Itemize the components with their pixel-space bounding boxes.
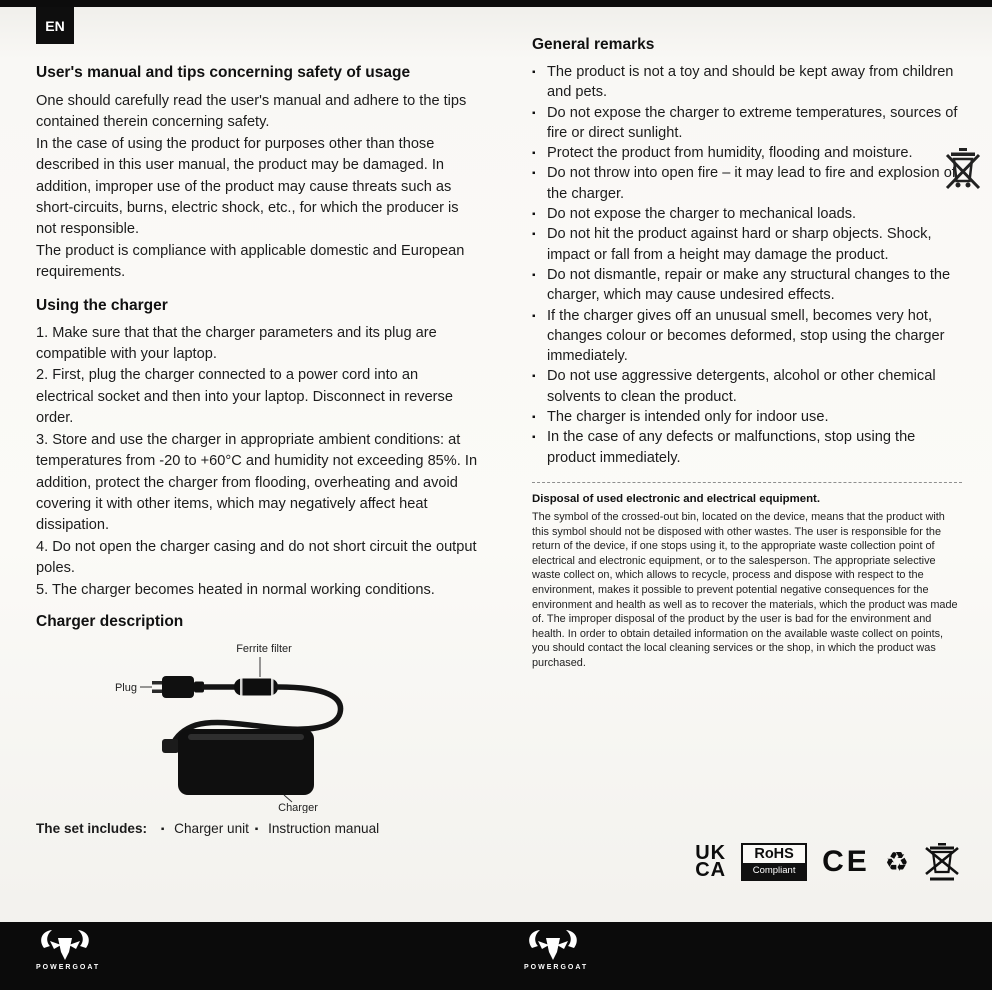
crossed-bin-icon bbox=[944, 146, 982, 194]
bullet-text: The charger is intended only for indoor use. bbox=[547, 409, 829, 426]
language-badge bbox=[36, 7, 74, 44]
set-includes-line bbox=[36, 821, 478, 836]
charger-description-heading: Charger description bbox=[36, 612, 184, 630]
general-remarks-heading: General remarks bbox=[532, 36, 655, 53]
bullet-text: If the charger gives off an unusual smell, becomes very hot, changes colour or becomes deformed, stop using the charger immediately. bbox=[547, 307, 945, 365]
bullet-icon: ▪ bbox=[532, 168, 536, 180]
bullet-text: Do not dismantle, repair or make any structural changes to the charger, which may cause undesired effects. bbox=[547, 266, 951, 304]
list-item bbox=[532, 163, 962, 204]
brand-label: POWERGOAT bbox=[36, 964, 101, 971]
set-includes-item: Instruction manual bbox=[268, 820, 380, 836]
brand-label: POWERGOAT bbox=[524, 964, 589, 971]
ukca-bottom: CA bbox=[695, 859, 727, 881]
ukca-mark bbox=[695, 842, 727, 881]
list-item bbox=[532, 427, 962, 468]
bullet-text: Protect the product from humidity, flooding and moisture. bbox=[547, 145, 913, 162]
bullet-icon: ▪ bbox=[532, 412, 536, 424]
bullet-icon: ▪ bbox=[532, 229, 536, 241]
bullet-text: Do not expose the charger to extreme temperatures, sources of fire or direct sunlight. bbox=[547, 104, 958, 141]
goat-icon bbox=[38, 928, 92, 962]
set-includes-label: The set includes: bbox=[36, 820, 148, 836]
powergoat-logo bbox=[524, 928, 589, 971]
list-item bbox=[532, 143, 962, 163]
charger-brick-icon bbox=[162, 729, 314, 795]
right-column bbox=[532, 36, 962, 896]
footer-bar bbox=[0, 922, 992, 990]
bullet-text: Do not expose the charger to mechanical loads. bbox=[547, 206, 857, 223]
bullet-icon: ▪ bbox=[532, 148, 536, 160]
bullet-icon: ▪ bbox=[532, 371, 536, 383]
powergoat-logo bbox=[36, 928, 101, 971]
rohs-label: RoHS bbox=[754, 846, 794, 862]
dashed-divider bbox=[532, 482, 962, 483]
bullet-text: Do not throw into open fire – it may lead to fire and explosion of the charger. bbox=[547, 165, 956, 202]
bullet-icon: ▪ bbox=[532, 107, 536, 119]
list-item bbox=[532, 265, 962, 306]
goat-icon bbox=[526, 928, 580, 962]
ukca-top: UK bbox=[695, 842, 727, 864]
plug-label: Plug bbox=[114, 681, 137, 694]
rohs-compliant-label: Compliant bbox=[743, 863, 805, 879]
disposal-body: The symbol of the crossed-out bin, located on the device, means that the product with this symbol should not be disposed with other wastes. The user is responsible for the return of the device, if one stops using it, to the appropriate waste collection point of electrical and electronic equipment, or to the salesperson. The appropriate selective waste collect on, which allows to recycle, process and dispose with respect to the environment, makes it possible to prevent potential negative consequences for the environment and health as well as to recover the materials, which the product was made of. The improper disposal of the product by the user is bad for the environment and health. In order to obtain detailed information on the available waste collect on points, you should contact the local cleaning services or the shop, in which the product was purchased. bbox=[532, 510, 958, 669]
bullet-text: In the case of any defects or malfunctions, stop using the product immediately. bbox=[547, 429, 916, 466]
rohs-mark bbox=[741, 843, 807, 881]
bullet-icon: ▪ bbox=[532, 209, 536, 221]
language-badge-label: EN bbox=[45, 17, 65, 34]
step-item: 2. First, plug the charger connected to a power cord into an electrical socket and then into your laptop. Disconnect in reverse order. bbox=[36, 367, 453, 427]
crossed-bin-icon bbox=[924, 842, 960, 882]
step-item: 1. Make sure that that the charger parameters and its plug are compatible with your laptop. bbox=[36, 324, 437, 363]
bullet-icon: ▪ bbox=[160, 823, 165, 835]
bullet-icon: ▪ bbox=[532, 310, 536, 322]
charger-label: Charger bbox=[278, 801, 318, 813]
bullet-text: The product is not a toy and should be kept away from children and pets. bbox=[547, 64, 954, 101]
charger-leader-line bbox=[284, 795, 292, 802]
using-charger-steps bbox=[36, 323, 478, 601]
list-item bbox=[532, 103, 962, 144]
bullet-icon: ▪ bbox=[254, 823, 259, 835]
charger-diagram bbox=[36, 635, 472, 813]
safety-heading: User's manual and tips concerning safety of usage bbox=[36, 64, 411, 81]
bullet-icon: ▪ bbox=[532, 67, 536, 78]
ferrite-filter-label: Ferrite filter bbox=[236, 642, 292, 655]
list-item bbox=[532, 366, 962, 407]
using-charger-heading: Using the charger bbox=[36, 296, 168, 314]
recycling-icon: ♻ bbox=[884, 846, 909, 877]
bullet-text: Do not use aggressive detergents, alcohol or other chemical solvents to clean the product. bbox=[547, 368, 936, 405]
top-black-strip bbox=[0, 0, 992, 7]
disposal-heading: Disposal of used electronic and electrical equipment. bbox=[532, 492, 821, 505]
list-item bbox=[532, 407, 962, 427]
bullet-icon: ▪ bbox=[532, 269, 536, 281]
plug-icon bbox=[152, 676, 204, 698]
step-item: 4. Do not open the charger casing and do not short circuit the output poles. bbox=[36, 538, 477, 577]
step-item: 3. Store and use the charger in appropriate ambient conditions: at temperatures from -20 to +60°C and humidity not exceeding 85%. In addition, protect the charger from flooding, overheating and avoid covering it with other items, which may negatively affect heat dissipation. bbox=[36, 431, 478, 534]
set-includes-item: Charger unit bbox=[174, 820, 249, 836]
general-remarks-list bbox=[532, 62, 962, 468]
list-item bbox=[532, 204, 962, 224]
safety-paragraph: One should carefully read the user's manual and adhere to the tips contained therein concerning safety. bbox=[36, 93, 467, 131]
ferrite-filter-icon bbox=[234, 678, 278, 695]
step-item: 5. The charger becomes heated in normal working conditions. bbox=[36, 581, 435, 598]
bullet-text: Do not hit the product against hard or sharp objects. Shock, impact or fall from a height may damage the product. bbox=[547, 226, 932, 263]
safety-paragraph: The product is compliance with applicable domestic and European requirements. bbox=[36, 242, 465, 281]
bullet-icon: ▪ bbox=[532, 432, 536, 444]
ce-mark: CE bbox=[822, 845, 870, 878]
list-item bbox=[532, 62, 962, 103]
compliance-marks-row bbox=[695, 842, 960, 882]
safety-paragraph: In the case of using the product for purposes other than those described in this user manual, the product may be damaged. In addition, improper use of the product may cause threats such as short-circuits, burns, electric shock, etc., for which the producer is not responsible. bbox=[36, 135, 459, 238]
list-item bbox=[532, 224, 962, 265]
left-column bbox=[36, 64, 478, 836]
list-item bbox=[532, 306, 962, 367]
